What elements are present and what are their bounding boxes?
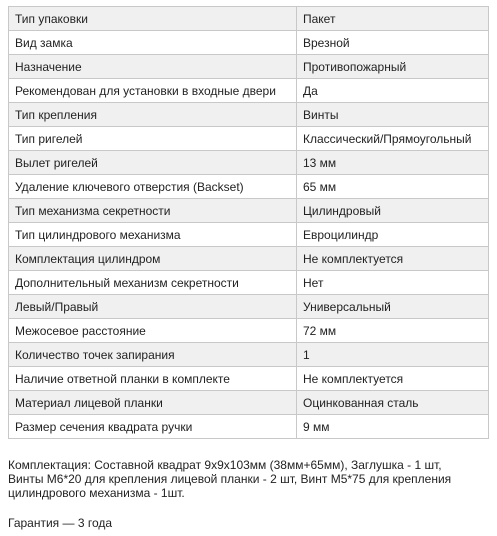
spec-label: Количество точек запирания — [9, 343, 297, 367]
spec-value: 13 мм — [297, 151, 489, 175]
spec-row-faceplate-material — [9, 391, 489, 415]
spec-row-bolt-throw — [9, 151, 489, 175]
spec-value: Цилиндровый — [297, 199, 489, 223]
spec-row-entry-doors — [9, 79, 489, 103]
spec-value: Винты — [297, 103, 489, 127]
spec-row-strike-plate — [9, 367, 489, 391]
spec-row-mount-type — [9, 103, 489, 127]
spec-value: Да — [297, 79, 489, 103]
spec-value: 1 — [297, 343, 489, 367]
spec-row-purpose — [9, 55, 489, 79]
spec-value: Нет — [297, 271, 489, 295]
spec-label: Тип механизма секретности — [9, 199, 297, 223]
spec-row-spindle-size — [9, 415, 489, 439]
spec-label: Тип упаковки — [9, 7, 297, 31]
spec-label: Материал лицевой планки — [9, 391, 297, 415]
spec-label: Удаление ключевого отверстия (Backset) — [9, 175, 297, 199]
spec-label: Межосевое расстояние — [9, 319, 297, 343]
spec-value: Не комплектуется — [297, 367, 489, 391]
spec-row-bolt-type — [9, 127, 489, 151]
equipment-text: Комплектация: Составной квадрат 9х9х103мм (38мм+65мм), Заглушка - 1 шт, Винты М6*20 для крепления лицевой планки - 2 шт, Винт М5*75 для крепления цилиндрового механизма - 1шт. — [8, 458, 452, 500]
spec-label: Тип ригелей — [9, 127, 297, 151]
spec-value: Противопожарный — [297, 55, 489, 79]
spec-value: 65 мм — [297, 175, 489, 199]
spec-row-locking-points — [9, 343, 489, 367]
specs-table — [8, 6, 489, 439]
spec-value: Универсальный — [297, 295, 489, 319]
spec-row-lock-kind — [9, 31, 489, 55]
spec-row-center-distance — [9, 319, 489, 343]
spec-label: Вид замка — [9, 31, 297, 55]
spec-value: 72 мм — [297, 319, 489, 343]
spec-label: Назначение — [9, 55, 297, 79]
spec-value: 9 мм — [297, 415, 489, 439]
spec-label: Вылет ригелей — [9, 151, 297, 175]
spec-value: Евроцилиндр — [297, 223, 489, 247]
product-notes — [8, 458, 478, 530]
spec-label: Дополнительный механизм секретности — [9, 271, 297, 295]
spec-value: Классический/Прямоугольный — [297, 127, 489, 151]
spec-label: Комплектация цилиндром — [9, 247, 297, 271]
spec-row-handedness — [9, 295, 489, 319]
spec-value: Врезной — [297, 31, 489, 55]
spec-row-package-type — [9, 7, 489, 31]
spec-row-cylinder-included — [9, 247, 489, 271]
spec-label: Левый/Правый — [9, 295, 297, 319]
spec-label: Тип крепления — [9, 103, 297, 127]
spec-value: Оцинкованная сталь — [297, 391, 489, 415]
specs-table-body — [9, 7, 489, 439]
spec-label: Рекомендован для установки в входные двери — [9, 79, 297, 103]
spec-label: Наличие ответной планки в комплекте — [9, 367, 297, 391]
spec-label: Размер сечения квадрата ручки — [9, 415, 297, 439]
spec-row-extra-mechanism — [9, 271, 489, 295]
spec-value: Не комплектуется — [297, 247, 489, 271]
spec-row-security-mechanism — [9, 199, 489, 223]
spec-row-backset — [9, 175, 489, 199]
warranty-text: Гарантия — 3 года — [8, 516, 113, 530]
spec-label: Тип цилиндрового механизма — [9, 223, 297, 247]
spec-value: Пакет — [297, 7, 489, 31]
spec-row-cylinder-type — [9, 223, 489, 247]
